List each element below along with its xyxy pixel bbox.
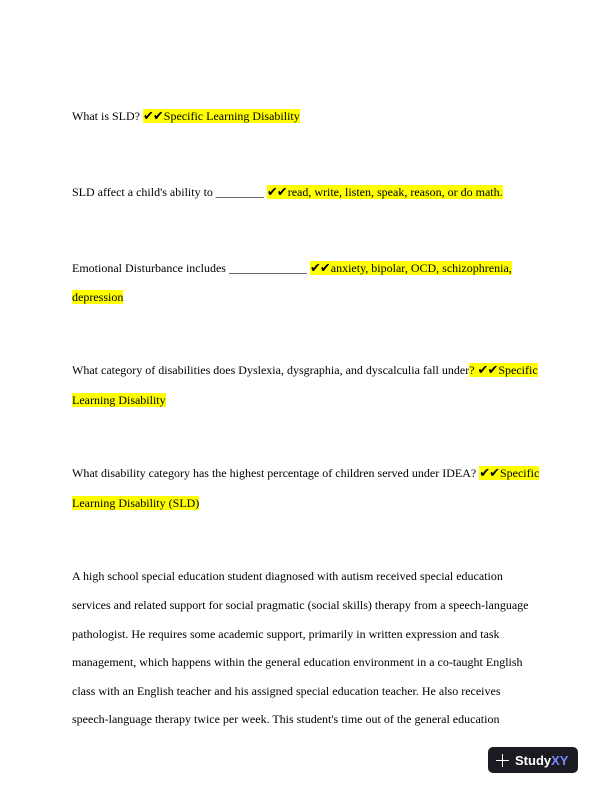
checkmark-icon: ✔✔ <box>266 185 287 200</box>
answer-1-highlight <box>143 109 300 123</box>
answer-5-text-line2: Learning Disability (SLD) <box>72 496 200 510</box>
brand-text-main: Study <box>515 752 552 768</box>
paragraph-line: services and related support for social pragmatic (social skills) therapy from a speech-language <box>72 598 529 612</box>
checkmark-icon: ✔✔ <box>143 109 163 124</box>
question-5 <box>72 466 539 481</box>
question-2-text: SLD affect a child's ability to ________ <box>72 185 267 199</box>
question-4-text: What category of disabilities does Dyslexia, dysgraphia, and dyscalculia fall under <box>72 363 470 377</box>
answer-5-continuation <box>72 496 199 510</box>
answer-1-text: Specific Learning Disability <box>163 109 300 123</box>
answer-3-text: anxiety, bipolar, OCD, schizophrenia, <box>330 261 512 275</box>
answer-4-text-line2: Learning Disability <box>72 393 166 407</box>
paragraph-line: pathologist. He requires some academic support, primarily in written expression and task <box>72 627 500 641</box>
plus-sparkle-icon <box>496 754 509 767</box>
answer-2-highlight <box>267 185 503 199</box>
paragraph-line: speech-language therapy twice per week. This student's time out of the general education <box>72 712 500 726</box>
question-4 <box>72 363 538 378</box>
answer-5-highlight <box>479 466 539 480</box>
answer-3-continuation <box>72 290 123 304</box>
question-4-mark: ? <box>469 363 478 377</box>
answer-2-text: read, write, listen, speak, reason, or do math. <box>287 185 503 199</box>
answer-4-text: Specific <box>498 363 538 377</box>
checkmark-icon: ✔✔ <box>477 363 498 378</box>
paragraph-line: management, which happens within the general education environment in a co-taught English <box>72 655 523 669</box>
question-3-text: Emotional Disturbance includes _____________ <box>72 261 310 275</box>
brand-name <box>515 753 568 768</box>
answer-4-continuation <box>72 393 166 407</box>
answer-3-highlight <box>310 261 512 275</box>
paragraph-line: class with an English teacher and his assigned special education teacher. He also receives <box>72 684 501 698</box>
brand-text-accent: XY <box>551 752 569 768</box>
checkmark-icon: ✔✔ <box>479 466 499 481</box>
question-2 <box>72 185 503 200</box>
question-1-text: What is SLD? <box>72 109 143 123</box>
question-5-text: What disability category has the highest percentage of children served under IDEA? <box>72 466 480 480</box>
answer-3-text-line2: depression <box>72 290 124 304</box>
question-3 <box>72 261 512 276</box>
question-1 <box>72 109 300 124</box>
answer-4-highlight <box>469 363 537 377</box>
studyxy-badge[interactable] <box>488 747 578 773</box>
paragraph-line: A high school special education student diagnosed with autism received special education <box>72 569 503 583</box>
checkmark-icon: ✔✔ <box>309 261 330 276</box>
answer-5-text: Specific <box>499 466 540 480</box>
